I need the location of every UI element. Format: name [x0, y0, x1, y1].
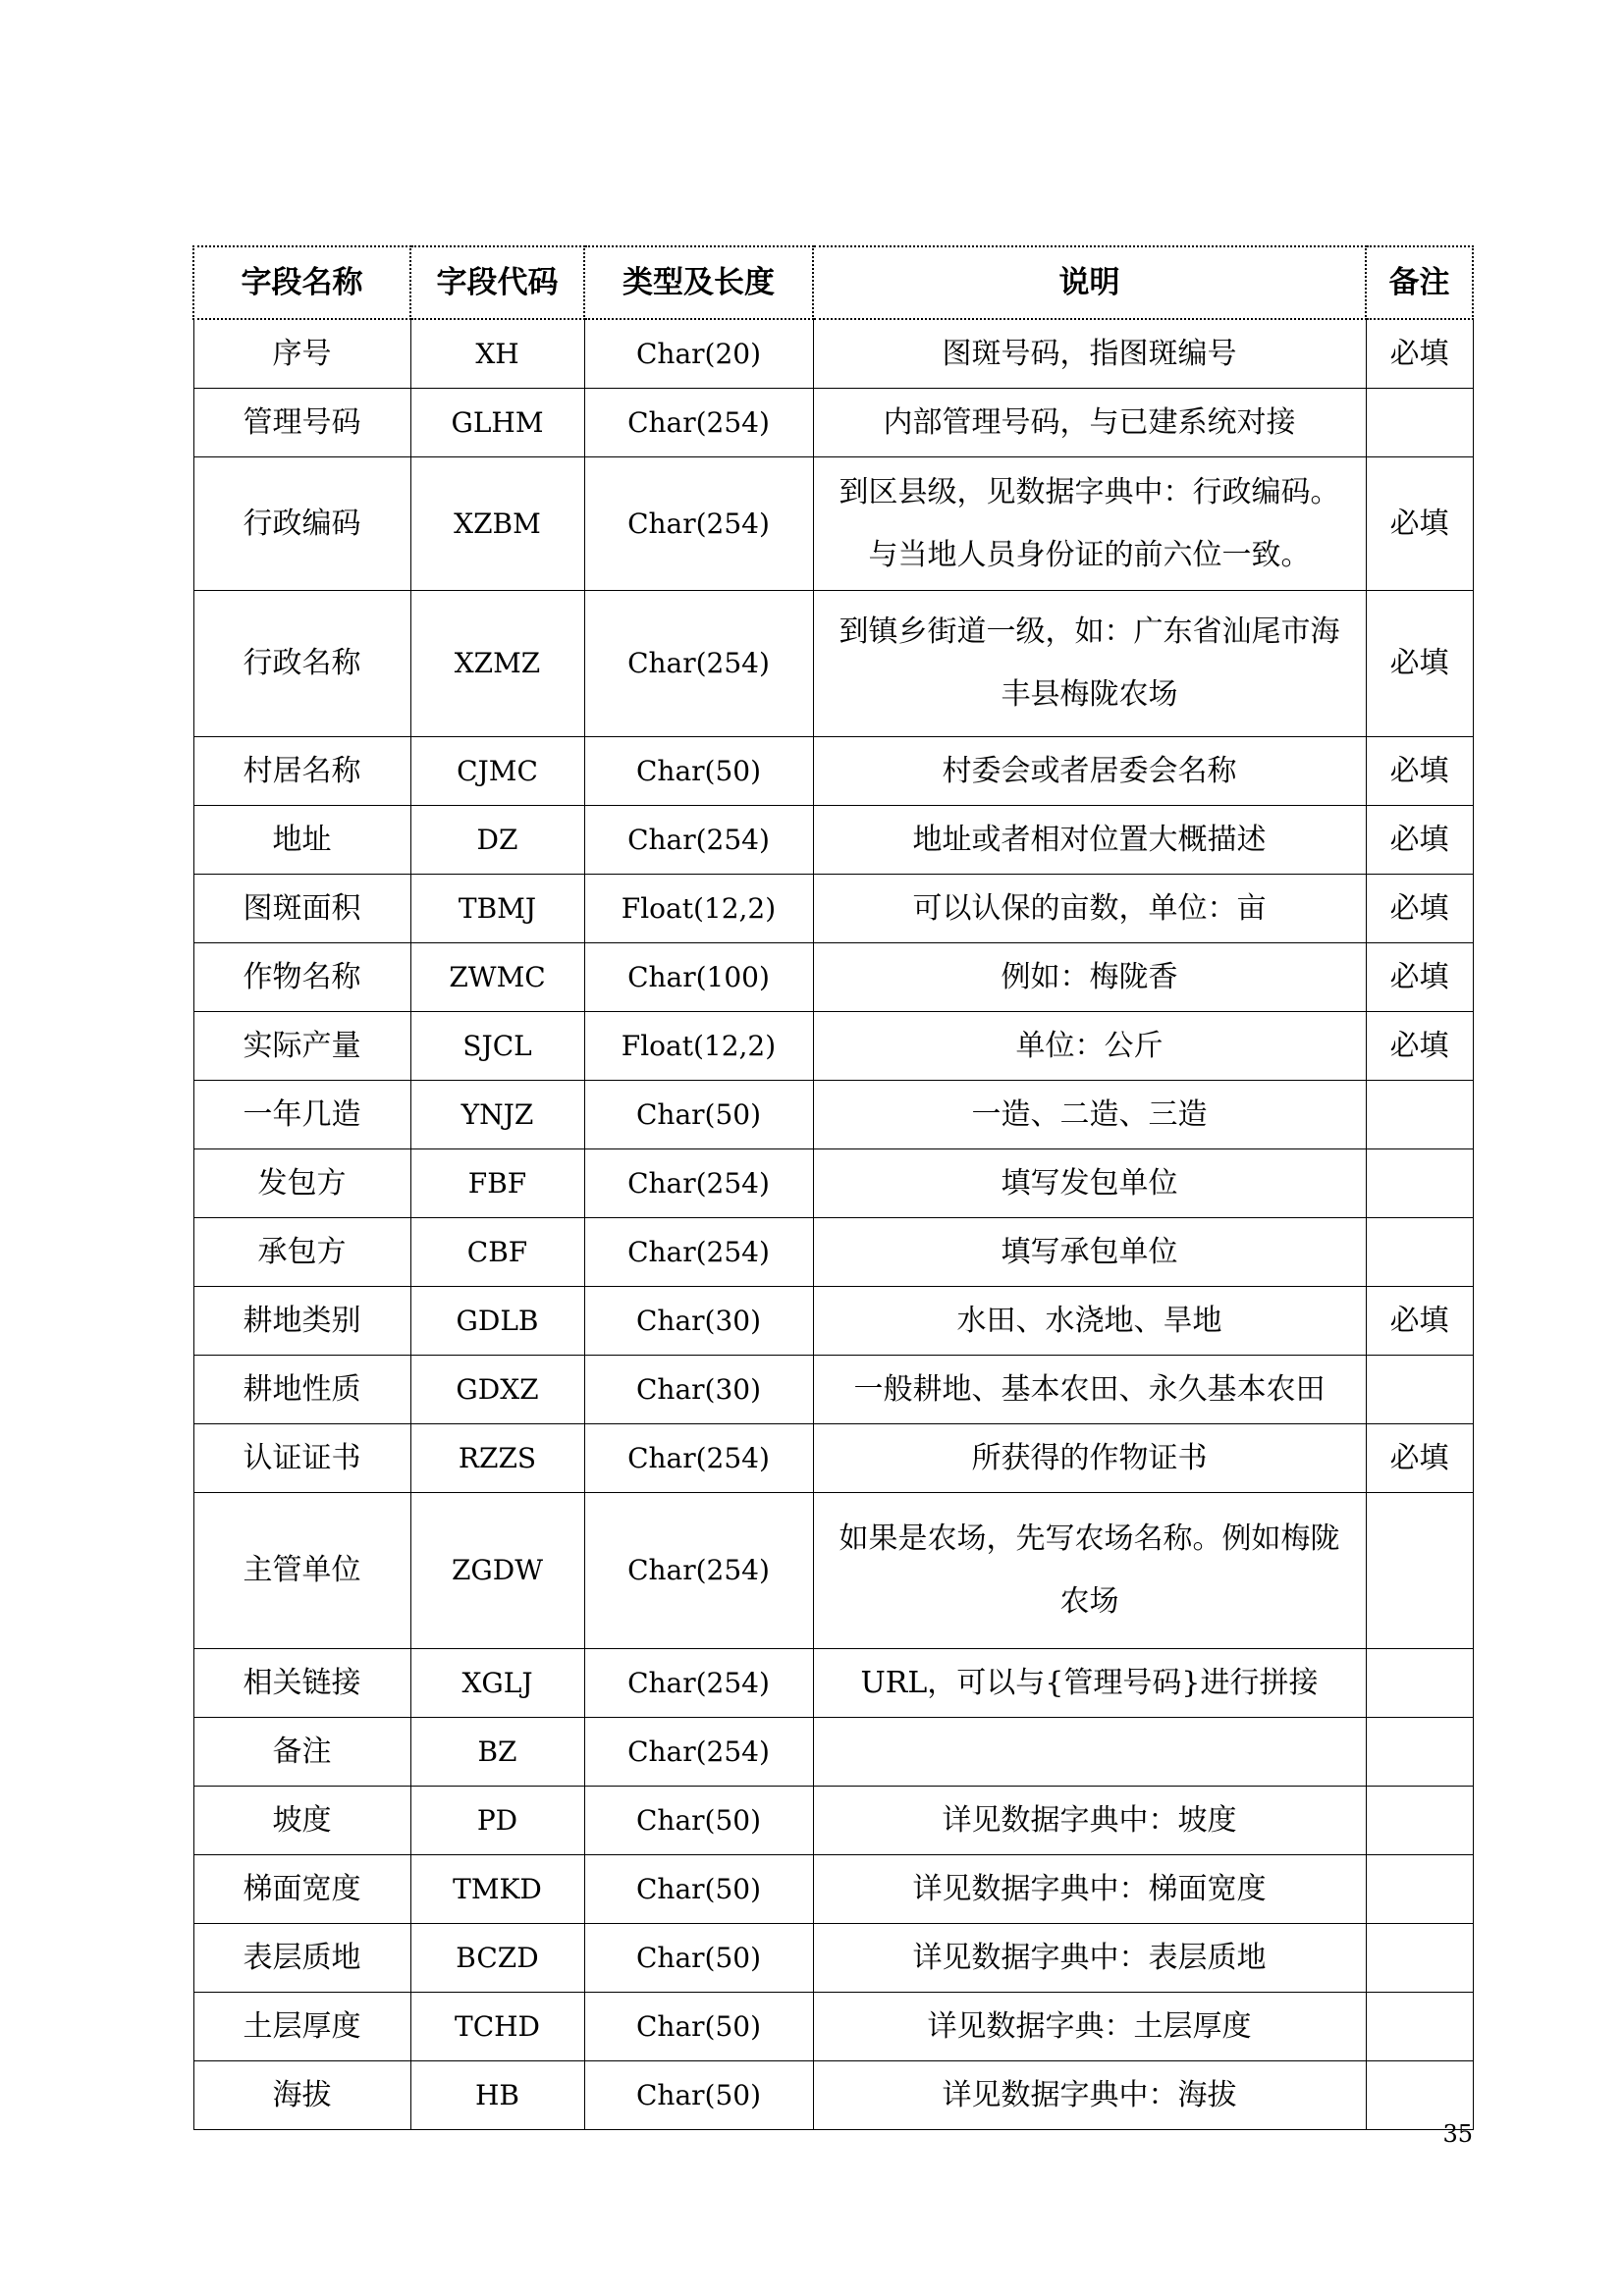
cell-note	[1366, 1149, 1473, 1218]
table-row	[193, 591, 1473, 737]
cell-code: TBMJ	[410, 875, 584, 943]
cell-description: 所获得的作物证书	[813, 1424, 1366, 1493]
cell-note: 必填	[1366, 1287, 1473, 1356]
cell-note: 必填	[1366, 875, 1473, 943]
cell-note	[1366, 1993, 1473, 2061]
table-row	[193, 1149, 1473, 1218]
cell-name: 承包方	[193, 1218, 410, 1287]
table-row	[193, 1924, 1473, 1993]
cell-type: Char(30)	[584, 1356, 813, 1424]
cell-code: XGLJ	[410, 1649, 584, 1718]
header-type-length: 类型及长度	[584, 246, 813, 319]
cell-code: BCZD	[410, 1924, 584, 1993]
cell-code: ZGDW	[410, 1493, 584, 1649]
field-definition-table	[192, 245, 1474, 2130]
cell-type: Char(254)	[584, 806, 813, 875]
cell-description: 例如：梅陇香	[813, 943, 1366, 1012]
cell-note	[1366, 1718, 1473, 1787]
table-header-row	[193, 246, 1473, 319]
cell-type: Char(50)	[584, 1855, 813, 1924]
cell-code: PD	[410, 1787, 584, 1855]
cell-name: 耕地性质	[193, 1356, 410, 1424]
cell-name: 作物名称	[193, 943, 410, 1012]
cell-name: 管理号码	[193, 389, 410, 457]
cell-note: 必填	[1366, 943, 1473, 1012]
cell-type: Char(50)	[584, 1787, 813, 1855]
cell-code: CJMC	[410, 737, 584, 806]
cell-type: Char(50)	[584, 737, 813, 806]
cell-note	[1366, 1924, 1473, 1993]
cell-note	[1366, 1218, 1473, 1287]
cell-code: BZ	[410, 1718, 584, 1787]
cell-name: 地址	[193, 806, 410, 875]
table-row	[193, 1218, 1473, 1287]
cell-description: 详见数据字典中：梯面宽度	[813, 1855, 1366, 1924]
cell-type: Float(12,2)	[584, 875, 813, 943]
cell-code: XZBM	[410, 457, 584, 591]
cell-name: 认证证书	[193, 1424, 410, 1493]
cell-note: 必填	[1366, 1012, 1473, 1081]
cell-code: XZMZ	[410, 591, 584, 737]
table-row	[193, 1993, 1473, 2061]
cell-note: 必填	[1366, 591, 1473, 737]
cell-type: Char(254)	[584, 1424, 813, 1493]
cell-code: TCHD	[410, 1993, 584, 2061]
cell-code: CBF	[410, 1218, 584, 1287]
cell-note: 必填	[1366, 806, 1473, 875]
table-row	[193, 1356, 1473, 1424]
cell-description: 填写发包单位	[813, 1149, 1366, 1218]
cell-note: 必填	[1366, 737, 1473, 806]
cell-description	[813, 1718, 1366, 1787]
cell-description: 一般耕地、基本农田、永久基本农田	[813, 1356, 1366, 1424]
cell-type: Char(50)	[584, 1924, 813, 1993]
cell-description: URL，可以与{管理号码}进行拼接	[813, 1649, 1366, 1718]
table-row	[193, 1012, 1473, 1081]
cell-type: Char(100)	[584, 943, 813, 1012]
cell-description: 村委会或者居委会名称	[813, 737, 1366, 806]
cell-type: Char(254)	[584, 1149, 813, 1218]
cell-code: XH	[410, 319, 584, 389]
cell-type: Char(254)	[584, 1493, 813, 1649]
cell-note: 必填	[1366, 319, 1473, 389]
cell-name: 主管单位	[193, 1493, 410, 1649]
cell-name: 实际产量	[193, 1012, 410, 1081]
cell-description: 地址或者相对位置大概描述	[813, 806, 1366, 875]
cell-type: Char(254)	[584, 1649, 813, 1718]
cell-name: 发包方	[193, 1149, 410, 1218]
cell-name: 坡度	[193, 1787, 410, 1855]
cell-note	[1366, 1855, 1473, 1924]
cell-code: GDXZ	[410, 1356, 584, 1424]
table-row	[193, 1493, 1473, 1649]
cell-code: YNJZ	[410, 1081, 584, 1149]
cell-type: Char(254)	[584, 1718, 813, 1787]
table-row	[193, 389, 1473, 457]
cell-note: 必填	[1366, 457, 1473, 591]
table-row	[193, 1718, 1473, 1787]
cell-name: 行政名称	[193, 591, 410, 737]
cell-note	[1366, 1356, 1473, 1424]
table-row	[193, 1424, 1473, 1493]
cell-description: 到区县级，见数据字典中：行政编码。与当地人员身份证的前六位一致。	[813, 457, 1366, 591]
cell-description: 到镇乡街道一级，如：广东省汕尾市海丰县梅陇农场	[813, 591, 1366, 737]
cell-name: 村居名称	[193, 737, 410, 806]
cell-note	[1366, 1787, 1473, 1855]
table-row	[193, 2061, 1473, 2130]
cell-description: 详见数据字典：土层厚度	[813, 1993, 1366, 2061]
cell-note	[1366, 389, 1473, 457]
cell-description: 如果是农场，先写农场名称。例如梅陇农场	[813, 1493, 1366, 1649]
cell-name: 耕地类别	[193, 1287, 410, 1356]
table-row	[193, 1649, 1473, 1718]
cell-code: GLHM	[410, 389, 584, 457]
cell-type: Char(254)	[584, 591, 813, 737]
cell-code: DZ	[410, 806, 584, 875]
cell-description: 单位：公斤	[813, 1012, 1366, 1081]
cell-name: 图斑面积	[193, 875, 410, 943]
cell-note: 必填	[1366, 1424, 1473, 1493]
cell-name: 一年几造	[193, 1081, 410, 1149]
cell-code: HB	[410, 2061, 584, 2130]
cell-description: 填写承包单位	[813, 1218, 1366, 1287]
cell-type: Char(254)	[584, 457, 813, 591]
cell-description: 水田、水浇地、旱地	[813, 1287, 1366, 1356]
cell-description: 图斑号码，指图斑编号	[813, 319, 1366, 389]
cell-description: 内部管理号码，与已建系统对接	[813, 389, 1366, 457]
page-number: 35	[1442, 2120, 1473, 2148]
table-row	[193, 1081, 1473, 1149]
table-row	[193, 319, 1473, 389]
table-row	[193, 457, 1473, 591]
table-row	[193, 1855, 1473, 1924]
cell-name: 梯面宽度	[193, 1855, 410, 1924]
header-note: 备注	[1366, 246, 1473, 319]
cell-code: RZZS	[410, 1424, 584, 1493]
cell-description: 详见数据字典中：海拔	[813, 2061, 1366, 2130]
cell-code: FBF	[410, 1149, 584, 1218]
cell-type: Char(50)	[584, 2061, 813, 2130]
header-description: 说明	[813, 246, 1366, 319]
cell-description: 一造、二造、三造	[813, 1081, 1366, 1149]
cell-type: Char(30)	[584, 1287, 813, 1356]
cell-type: Float(12,2)	[584, 1012, 813, 1081]
cell-name: 海拔	[193, 2061, 410, 2130]
table-row	[193, 875, 1473, 943]
cell-name: 相关链接	[193, 1649, 410, 1718]
cell-note	[1366, 2061, 1473, 2130]
cell-code: SJCL	[410, 1012, 584, 1081]
table-row	[193, 943, 1473, 1012]
cell-name: 备注	[193, 1718, 410, 1787]
cell-name: 序号	[193, 319, 410, 389]
cell-name: 行政编码	[193, 457, 410, 591]
table-row	[193, 1787, 1473, 1855]
cell-note	[1366, 1081, 1473, 1149]
cell-description: 详见数据字典中：表层质地	[813, 1924, 1366, 1993]
cell-description: 详见数据字典中：坡度	[813, 1787, 1366, 1855]
cell-name: 土层厚度	[193, 1993, 410, 2061]
table-row	[193, 737, 1473, 806]
cell-type: Char(20)	[584, 319, 813, 389]
cell-code: GDLB	[410, 1287, 584, 1356]
cell-note	[1366, 1493, 1473, 1649]
table-row	[193, 806, 1473, 875]
cell-type: Char(50)	[584, 1993, 813, 2061]
cell-code: ZWMC	[410, 943, 584, 1012]
cell-type: Char(50)	[584, 1081, 813, 1149]
table-row	[193, 1287, 1473, 1356]
cell-description: 可以认保的亩数，单位：亩	[813, 875, 1366, 943]
cell-type: Char(254)	[584, 389, 813, 457]
cell-note	[1366, 1649, 1473, 1718]
cell-name: 表层质地	[193, 1924, 410, 1993]
header-field-code: 字段代码	[410, 246, 584, 319]
cell-code: TMKD	[410, 1855, 584, 1924]
header-field-name: 字段名称	[193, 246, 410, 319]
cell-type: Char(254)	[584, 1218, 813, 1287]
field-table-container	[192, 245, 1472, 2130]
